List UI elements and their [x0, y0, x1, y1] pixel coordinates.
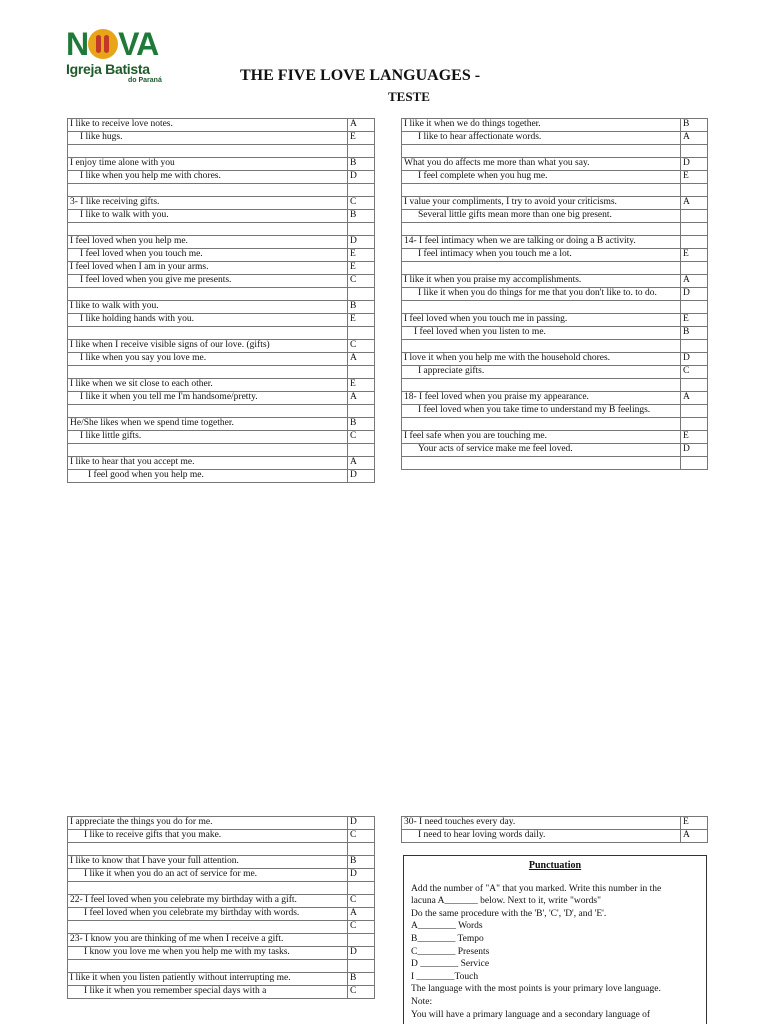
- statement-text: I like hugs.: [68, 132, 348, 145]
- answer-letter: [681, 340, 708, 353]
- spacer-row: [402, 223, 708, 236]
- statement-text: I like to receive love notes.: [68, 119, 348, 132]
- answer-letter: A: [681, 392, 708, 405]
- statement-text: [402, 223, 681, 236]
- spacer-row: [402, 457, 708, 470]
- statement-text: [402, 262, 681, 275]
- answer-letter: [348, 934, 375, 947]
- statement-text: I appreciate the things you do for me.: [68, 817, 348, 830]
- statement-row: [68, 431, 375, 444]
- statement-text: 14- I feel intimacy when we are talking or doing a B activity.: [402, 236, 681, 249]
- answer-letter: C: [348, 921, 375, 934]
- statement-text: I like it when you tell me I'm handsome/pretty.: [68, 392, 348, 405]
- answer-letter: E: [348, 379, 375, 392]
- answer-letter: [348, 145, 375, 158]
- spacer-row: [68, 184, 375, 197]
- spacer-row: [68, 843, 375, 856]
- answer-letter: A: [348, 392, 375, 405]
- answer-letter: E: [681, 171, 708, 184]
- statement-row: [68, 895, 375, 908]
- spacer-row: [68, 288, 375, 301]
- statement-text: I feel safe when you are touching me.: [402, 431, 681, 444]
- statement-text: I like it when you remember special days with a: [68, 986, 348, 999]
- statement-text: [402, 340, 681, 353]
- statement-row: [402, 197, 708, 210]
- statement-row: [402, 288, 708, 301]
- statement-text: I feel loved when you touch me.: [68, 249, 348, 262]
- answer-letter: C: [348, 830, 375, 843]
- statement-row: [68, 986, 375, 999]
- statement-text: I like when I receive visible signs of our love. (gifts): [68, 340, 348, 353]
- answer-letter: [348, 843, 375, 856]
- answer-letter: [681, 405, 708, 418]
- punctuation-instructions: [411, 883, 699, 1022]
- spacer-row: [68, 223, 375, 236]
- statement-row: [68, 262, 375, 275]
- logo-location: do Paraná: [128, 77, 162, 84]
- punctuation-title: Punctuation: [528, 860, 582, 871]
- logo-family-icon: [88, 29, 118, 59]
- answer-letter: A: [348, 353, 375, 366]
- answer-letter: E: [681, 431, 708, 444]
- statement-text: 18- I feel loved when you praise my appearance.: [402, 392, 681, 405]
- answer-letter: [681, 301, 708, 314]
- quiz-table-top-right: [401, 118, 708, 470]
- statement-text: Several little gifts mean more than one big present.: [402, 210, 681, 223]
- answer-letter: C: [348, 275, 375, 288]
- answer-letter: B: [348, 418, 375, 431]
- answer-letter: C: [348, 895, 375, 908]
- statement-text: 22- I feel loved when you celebrate my birthday with a gift.: [68, 895, 348, 908]
- answer-letter: E: [348, 249, 375, 262]
- statement-row: [402, 830, 708, 843]
- logo-church-name: Igreja Batista: [66, 61, 150, 77]
- answer-letter: [681, 379, 708, 392]
- statement-text: 23- I know you are thinking of me when I receive a gift.: [68, 934, 348, 947]
- statement-text: I like it when you do things for me that you don't like to. to do.: [402, 288, 681, 301]
- statement-text: [402, 145, 681, 158]
- statement-text: He/She likes when we spend time together.: [68, 418, 348, 431]
- statement-text: [68, 921, 348, 934]
- statement-text: I feel intimacy when you touch me a lot.: [402, 249, 681, 262]
- answer-letter: A: [348, 119, 375, 132]
- answer-letter: A: [681, 275, 708, 288]
- statement-row: [68, 301, 375, 314]
- answer-letter: [681, 418, 708, 431]
- answer-letter: C: [348, 986, 375, 999]
- answer-letter: C: [348, 197, 375, 210]
- punctuation-line: D ________ Service: [411, 959, 490, 970]
- answer-letter: E: [681, 817, 708, 830]
- punctuation-line: You will have a primary language and a secondary language of: [411, 1009, 651, 1020]
- answer-letter: [348, 327, 375, 340]
- statement-text: I feel complete when you hug me.: [402, 171, 681, 184]
- statement-row: [402, 210, 708, 223]
- logo-word: N VA: [66, 26, 159, 62]
- spacer-row: [402, 184, 708, 197]
- statement-text: [68, 223, 348, 236]
- statement-text: I like holding hands with you.: [68, 314, 348, 327]
- statement-row: [68, 457, 375, 470]
- statement-row: [68, 353, 375, 366]
- answer-letter: [681, 184, 708, 197]
- answer-letter: [348, 288, 375, 301]
- statement-row: [68, 973, 375, 986]
- statement-row: [402, 405, 708, 418]
- statement-text: I like when we sit close to each other.: [68, 379, 348, 392]
- statement-row: [68, 379, 375, 392]
- punctuation-line: A________ Words: [411, 921, 483, 932]
- spacer-row: [68, 882, 375, 895]
- answer-letter: C: [681, 366, 708, 379]
- statement-row: [68, 470, 375, 483]
- punctuation-line: lacuna A_______ below. Next to it, write "words": [411, 896, 601, 907]
- statement-text: I feel loved when you help me.: [68, 236, 348, 249]
- statement-row: [402, 132, 708, 145]
- statement-text: [402, 379, 681, 392]
- statement-text: [402, 457, 681, 470]
- statement-text: I appreciate gifts.: [402, 366, 681, 379]
- answer-letter: A: [681, 830, 708, 843]
- statement-row: [68, 869, 375, 882]
- answer-letter: C: [348, 340, 375, 353]
- answer-letter: E: [348, 132, 375, 145]
- answer-letter: [348, 444, 375, 457]
- statement-text: I like when you say you love me.: [68, 353, 348, 366]
- answer-letter: [681, 457, 708, 470]
- statement-text: [402, 301, 681, 314]
- answer-letter: E: [348, 262, 375, 275]
- spacer-row: [402, 379, 708, 392]
- statement-text: [68, 184, 348, 197]
- statement-row: [402, 236, 708, 249]
- statement-row: [402, 327, 708, 340]
- statement-row: [68, 934, 375, 947]
- answer-letter: [348, 882, 375, 895]
- spacer-row: [68, 366, 375, 379]
- spacer-row: [402, 145, 708, 158]
- statement-row: [402, 444, 708, 457]
- statement-row: [68, 236, 375, 249]
- statement-row: [402, 119, 708, 132]
- answer-letter: A: [348, 908, 375, 921]
- statement-text: I like little gifts.: [68, 431, 348, 444]
- answer-letter: C: [348, 431, 375, 444]
- answer-letter: D: [681, 353, 708, 366]
- statement-row: [68, 418, 375, 431]
- page-title: THE FIVE LOVE LANGUAGES -: [240, 67, 481, 84]
- statement-text: I feel loved when you listen to me.: [402, 327, 681, 340]
- answer-letter: [681, 223, 708, 236]
- statement-text: I like to walk with you.: [68, 301, 348, 314]
- statement-row: [68, 132, 375, 145]
- statement-text: 3- I like receiving gifts.: [68, 197, 348, 210]
- spacer-row: [402, 301, 708, 314]
- answer-letter: D: [348, 869, 375, 882]
- answer-letter: B: [348, 301, 375, 314]
- statement-text: [68, 366, 348, 379]
- statement-text: I feel loved when you take time to understand my B feelings.: [402, 405, 681, 418]
- answer-letter: B: [348, 856, 375, 869]
- answer-letter: D: [348, 171, 375, 184]
- statement-text: [68, 882, 348, 895]
- answer-letter: D: [348, 947, 375, 960]
- punctuation-box: [403, 855, 707, 1024]
- statement-row: [68, 197, 375, 210]
- statement-text: I feel loved when you celebrate my birthday with words.: [68, 908, 348, 921]
- statement-text: I like to receive gifts that you make.: [68, 830, 348, 843]
- spacer-row: [68, 405, 375, 418]
- statement-row: [68, 830, 375, 843]
- answer-letter: A: [681, 132, 708, 145]
- statement-text: I like when you help me with chores.: [68, 171, 348, 184]
- answer-letter: B: [348, 210, 375, 223]
- statement-text: I like to walk with you.: [68, 210, 348, 223]
- statement-text: I value your compliments, I try to avoid your criticisms.: [402, 197, 681, 210]
- spacer-row: [402, 418, 708, 431]
- statement-row: [68, 856, 375, 869]
- statement-row: [402, 158, 708, 171]
- statement-row: [68, 392, 375, 405]
- statement-text: I love it when you help me with the household chores.: [402, 353, 681, 366]
- answer-letter: [348, 366, 375, 379]
- statement-text: [68, 145, 348, 158]
- punctuation-line: C________ Presents: [411, 946, 490, 957]
- statement-row: [68, 171, 375, 184]
- answer-letter: B: [348, 158, 375, 171]
- spacer-row: [402, 262, 708, 275]
- statement-row: [402, 366, 708, 379]
- statement-text: [68, 444, 348, 457]
- statement-text: I like it when you do an act of service for me.: [68, 869, 348, 882]
- spacer-row: [402, 340, 708, 353]
- answer-letter: E: [681, 314, 708, 327]
- answer-letter: [681, 262, 708, 275]
- statement-row: [402, 353, 708, 366]
- answer-letter: [348, 405, 375, 418]
- answer-letter: D: [681, 444, 708, 457]
- quiz-table-bottom-right: [401, 816, 708, 843]
- answer-letter: D: [348, 817, 375, 830]
- statement-text: [68, 405, 348, 418]
- statement-row: [68, 275, 375, 288]
- statement-text: I like it when you praise my accomplishments.: [402, 275, 681, 288]
- answer-letter: [681, 236, 708, 249]
- statement-row: [402, 249, 708, 262]
- statement-row: [402, 275, 708, 288]
- answer-letter: [348, 960, 375, 973]
- statement-row: [68, 210, 375, 223]
- statement-text: I feel loved when I am in your arms.: [68, 262, 348, 275]
- answer-letter: [348, 184, 375, 197]
- statement-text: What you do affects me more than what you say.: [402, 158, 681, 171]
- statement-row: [402, 817, 708, 830]
- answer-letter: [348, 223, 375, 236]
- statement-text: [68, 327, 348, 340]
- statement-row: [68, 314, 375, 327]
- statement-row: [68, 119, 375, 132]
- statement-text: I like it when you listen patiently without interrupting me.: [68, 973, 348, 986]
- statement-text: I feel loved when you touch me in passing.: [402, 314, 681, 327]
- punctuation-line: Do the same procedure with the 'B', 'C', 'D', and 'E'.: [411, 908, 607, 919]
- punctuation-line: The language with the most points is your primary love language.: [411, 984, 661, 995]
- statement-row: [68, 158, 375, 171]
- statement-row: [402, 431, 708, 444]
- statement-row: [402, 392, 708, 405]
- punctuation-line: Note:: [411, 996, 433, 1007]
- statement-text: I feel loved when you give me presents.: [68, 275, 348, 288]
- statement-text: 30- I need touches every day.: [402, 817, 681, 830]
- statement-row: [68, 817, 375, 830]
- statement-text: I like to hear that you accept me.: [68, 457, 348, 470]
- answer-letter: E: [348, 314, 375, 327]
- punctuation-line: I ________Touch: [411, 971, 479, 982]
- statement-row: [68, 947, 375, 960]
- statement-text: [402, 418, 681, 431]
- answer-letter: D: [348, 470, 375, 483]
- answer-letter: B: [681, 119, 708, 132]
- statement-text: I feel good when you help me.: [68, 470, 348, 483]
- answer-letter: A: [348, 457, 375, 470]
- page-subtitle: TESTE: [388, 89, 430, 104]
- quiz-table-bottom-left: [67, 816, 375, 999]
- answer-letter: [681, 145, 708, 158]
- statement-text: Your acts of service make me feel loved.: [402, 444, 681, 457]
- statement-row: [68, 340, 375, 353]
- statement-text: [68, 288, 348, 301]
- spacer-row: [68, 444, 375, 457]
- answer-letter: D: [681, 158, 708, 171]
- answer-letter: A: [681, 197, 708, 210]
- answer-letter: B: [348, 973, 375, 986]
- statement-row: [68, 249, 375, 262]
- spacer-row: [68, 327, 375, 340]
- church-logo: [66, 28, 172, 86]
- spacer-row: [68, 921, 375, 934]
- statement-row: [402, 314, 708, 327]
- statement-text: I like to know that I have your full attention.: [68, 856, 348, 869]
- answer-letter: E: [681, 249, 708, 262]
- spacer-row: [68, 960, 375, 973]
- statement-text: I like it when we do things together.: [402, 119, 681, 132]
- statement-row: [68, 908, 375, 921]
- answer-letter: [681, 210, 708, 223]
- punctuation-line: B________ Tempo: [411, 933, 484, 944]
- answer-letter: B: [681, 327, 708, 340]
- statement-text: [68, 960, 348, 973]
- statement-text: I like to hear affectionate words.: [402, 132, 681, 145]
- answer-letter: D: [681, 288, 708, 301]
- statement-row: [402, 171, 708, 184]
- statement-text: I enjoy time alone with you: [68, 158, 348, 171]
- spacer-row: [68, 145, 375, 158]
- statement-text: [402, 184, 681, 197]
- answer-letter: D: [348, 236, 375, 249]
- statement-text: [68, 843, 348, 856]
- punctuation-line: Add the number of "A" that you marked. Write this number in the: [411, 883, 662, 894]
- statement-text: I know you love me when you help me with my tasks.: [68, 947, 348, 960]
- quiz-table-top-left: [67, 118, 375, 483]
- statement-text: I need to hear loving words daily.: [402, 830, 681, 843]
